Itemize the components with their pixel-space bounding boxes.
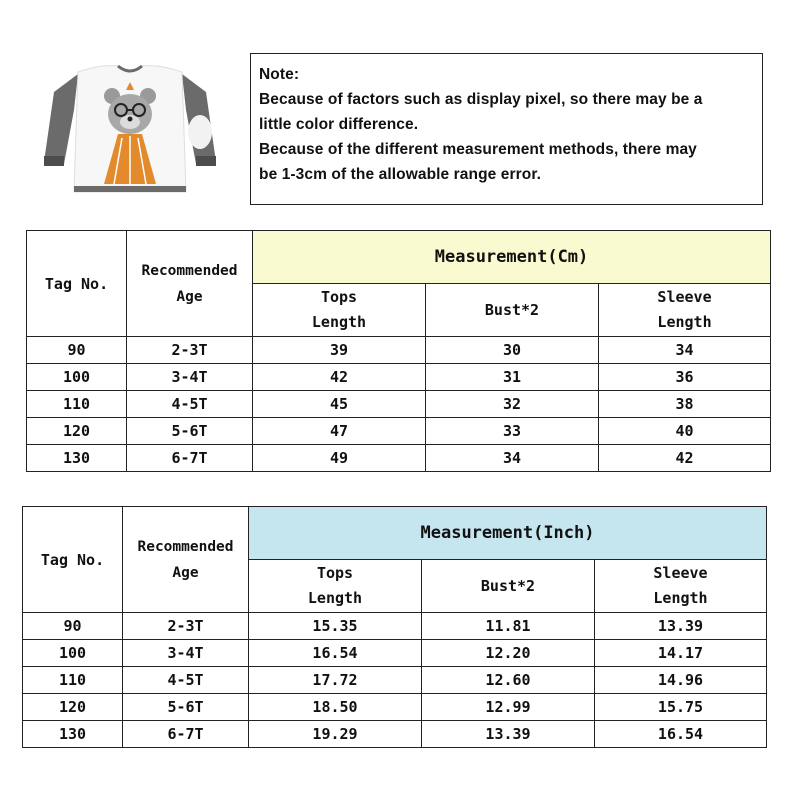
age-cell: 5-6T xyxy=(127,418,253,445)
measurement-header: Measurement(Inch) xyxy=(249,507,767,560)
tops-cell: 16.54 xyxy=(249,640,422,667)
table-row xyxy=(23,694,767,721)
table-row xyxy=(27,391,771,418)
tops-cell: 17.72 xyxy=(249,667,422,694)
sleeve-cell: 13.39 xyxy=(595,613,767,640)
tag-cell: 130 xyxy=(27,445,127,472)
sleeve-cell: 14.17 xyxy=(595,640,767,667)
tops-cell: 15.35 xyxy=(249,613,422,640)
tops-length-header: Tops Length xyxy=(249,560,422,613)
sleeve-cell: 34 xyxy=(599,337,771,364)
age-header: Recommended Age xyxy=(123,507,249,613)
bust-cell: 33 xyxy=(426,418,599,445)
note-line: Because of the different measurement methods, there may xyxy=(259,141,697,158)
tag-cell: 130 xyxy=(23,721,123,748)
tops-cell: 19.29 xyxy=(249,721,422,748)
bust-cell: 13.39 xyxy=(422,721,595,748)
bust-cell: 30 xyxy=(426,337,599,364)
sleeve-cell: 14.96 xyxy=(595,667,767,694)
note-line: be 1-3cm of the allowable range error. xyxy=(259,166,542,183)
sleeve-length-header: Sleeve Length xyxy=(599,284,771,337)
bust-cell: 34 xyxy=(426,445,599,472)
sleeve-cell: 36 xyxy=(599,364,771,391)
age-cell: 5-6T xyxy=(123,694,249,721)
tag-cell: 100 xyxy=(23,640,123,667)
sleeve-cell: 16.54 xyxy=(595,721,767,748)
note-title: Note: xyxy=(259,66,300,83)
tops-cell: 18.50 xyxy=(249,694,422,721)
tag-cell: 90 xyxy=(23,613,123,640)
sleeve-length-header: Sleeve Length xyxy=(595,560,767,613)
tag-cell: 120 xyxy=(23,694,123,721)
age-cell: 3-4T xyxy=(123,640,249,667)
table-row xyxy=(27,445,771,472)
note-box xyxy=(250,53,763,205)
size-table-inch xyxy=(22,506,767,748)
table-row xyxy=(23,613,767,640)
age-cell: 4-5T xyxy=(123,667,249,694)
bust-cell: 12.99 xyxy=(422,694,595,721)
tag-header: Tag No. xyxy=(27,231,127,337)
sleeve-cell: 38 xyxy=(599,391,771,418)
age-cell: 6-7T xyxy=(123,721,249,748)
note-line: little color difference. xyxy=(259,116,419,133)
tag-cell: 110 xyxy=(23,667,123,694)
sleeve-cell: 15.75 xyxy=(595,694,767,721)
table-row xyxy=(27,337,771,364)
age-cell: 4-5T xyxy=(127,391,253,418)
table-row xyxy=(23,640,767,667)
tag-cell: 120 xyxy=(27,418,127,445)
bust-cell: 12.20 xyxy=(422,640,595,667)
tag-header: Tag No. xyxy=(23,507,123,613)
tag-cell: 100 xyxy=(27,364,127,391)
tag-cell: 110 xyxy=(27,391,127,418)
bust-header: Bust*2 xyxy=(422,560,595,613)
tops-cell: 49 xyxy=(253,445,426,472)
sleeve-cell: 40 xyxy=(599,418,771,445)
table-row xyxy=(23,721,767,748)
age-cell: 2-3T xyxy=(127,337,253,364)
measurement-header: Measurement(Cm) xyxy=(253,231,771,284)
tag-cell: 90 xyxy=(27,337,127,364)
age-cell: 2-3T xyxy=(123,613,249,640)
tops-cell: 47 xyxy=(253,418,426,445)
age-header: Recommended Age xyxy=(127,231,253,337)
bust-cell: 11.81 xyxy=(422,613,595,640)
tops-length-header: Tops Length xyxy=(253,284,426,337)
bust-cell: 12.60 xyxy=(422,667,595,694)
size-table-cm xyxy=(26,230,771,472)
table-row xyxy=(27,418,771,445)
bust-cell: 31 xyxy=(426,364,599,391)
table-row xyxy=(27,364,771,391)
tops-cell: 39 xyxy=(253,337,426,364)
note-line: Because of factors such as display pixel, so there may be a xyxy=(259,91,703,108)
tops-cell: 42 xyxy=(253,364,426,391)
table-row xyxy=(23,667,767,694)
bust-cell: 32 xyxy=(426,391,599,418)
bear-shirt-illustration xyxy=(40,52,220,202)
age-cell: 3-4T xyxy=(127,364,253,391)
bust-header: Bust*2 xyxy=(426,284,599,337)
age-cell: 6-7T xyxy=(127,445,253,472)
tops-cell: 45 xyxy=(253,391,426,418)
sleeve-cell: 42 xyxy=(599,445,771,472)
